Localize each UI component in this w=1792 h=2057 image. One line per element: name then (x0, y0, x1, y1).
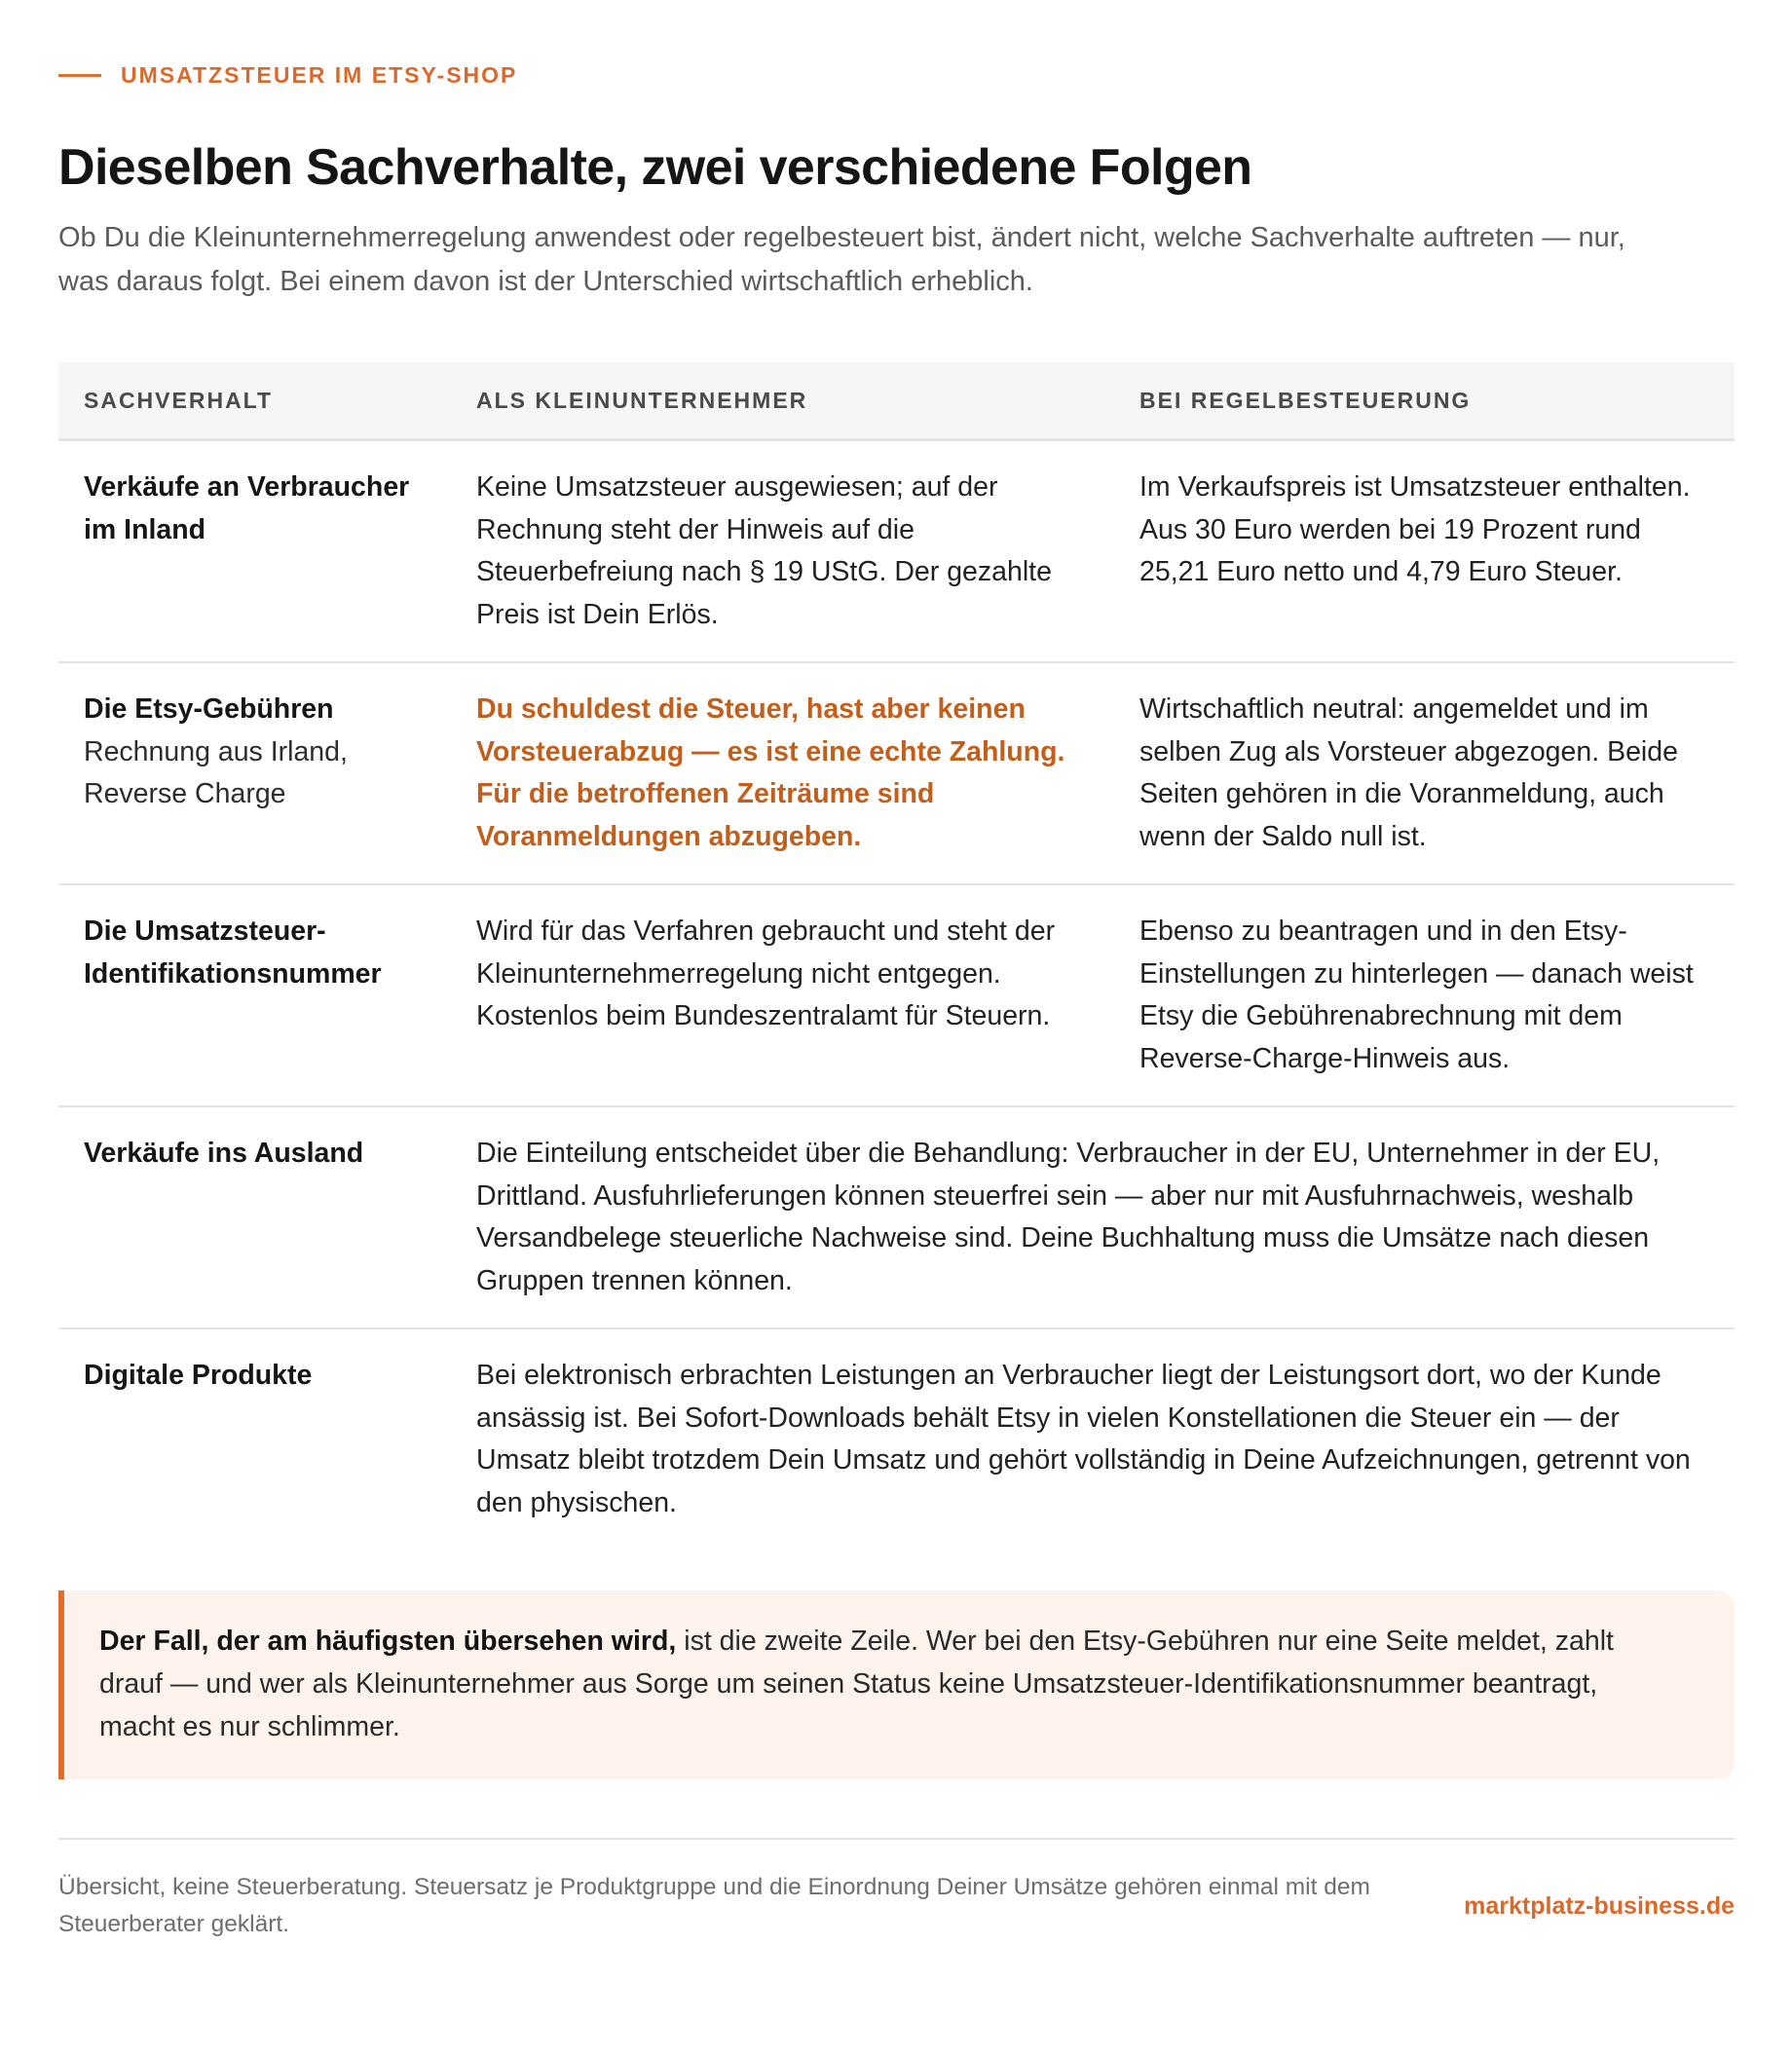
page-title: Dieselben Sachverhalte, zwei verschiedene Folgen (58, 139, 1252, 196)
regelbesteuerung-cell: Ebenso zu beantragen und in den Etsy-Einstellungen zu hinterlegen — danach weist Etsy die Gebührenabrechnung mit dem Reverse-Charge-Hinweis aus. (1124, 884, 1735, 1106)
footer (58, 1838, 1735, 1943)
row-label-cell (58, 884, 457, 1106)
row-label-cell (58, 440, 457, 663)
eyebrow-label: UMSATZSTEUER IM ETSY-SHOP (121, 61, 518, 88)
table-row (58, 440, 1735, 663)
comparison-table (58, 362, 1735, 1550)
combined-cell: Die Einteilung entscheidet über die Behandlung: Verbraucher in der EU, Unternehmer in der EU, Drittland. Ausfuhrlieferungen können steuerfrei sein — aber nur mit Ausfuhrnachweis, weshalb Versandbelege steuerliche Nachweise sind. Deine Buchhaltung muss die Umsätze nach diesen Gruppen trennen können. (457, 1106, 1735, 1328)
kleinunternehmer-cell-highlight (457, 662, 1124, 884)
regelbesteuerung-cell: Wirtschaftlich neutral: angemeldet und im selben Zug als Vorsteuer abgezogen. Beide Seiten gehören in die Voranmeldung, auch wenn der Saldo null ist. (1124, 662, 1735, 884)
row-label-cell (58, 1328, 457, 1550)
kleinunternehmer-cell: Wird für das Verfahren gebraucht und steht der Kleinunternehmerregelung nicht entgegen. Kostenlos beim Bundeszentralamt für Steuern. (457, 884, 1124, 1106)
kleinunternehmer-cell: Keine Umsatzsteuer ausgewiesen; auf der Rechnung steht der Hinweis auf die Steuerbefreiung nach § 19 UStG. Der gezahlte Preis ist Dein Erlös. (457, 440, 1124, 663)
table-row (58, 662, 1735, 884)
row-label-cell (58, 1106, 457, 1328)
table-row (58, 1106, 1735, 1328)
intro-text: Ob Du die Kleinunternehmerregelung anwendest oder regelbesteuert bist, ändert nicht, welche Sachverhalte auftreten — nur, was daraus folgt. Bei einem davon ist der Unterschied wirtschaftlich erheblich. (58, 222, 1625, 297)
eyebrow-rule (58, 74, 101, 77)
column-header-kleinunternehmer: ALS KLEINUNTERNEHMER (457, 362, 1124, 440)
column-header-regelbesteuerung: BEI REGELBESTEUERUNG (1124, 362, 1735, 440)
column-header-sachverhalt: SACHVERHALT (58, 362, 457, 440)
table-row (58, 884, 1735, 1106)
table-row (58, 1328, 1735, 1550)
footer-brand: marktplatz-business.de (1464, 1891, 1735, 1920)
row-subtitle: Rechnung aus Irland, Reverse Charge (84, 735, 348, 809)
row-title: Die Umsatzsteuer-Identifikationsnummer (84, 916, 382, 990)
page (58, 0, 1735, 1943)
row-title: Verkäufe ins Ausland (84, 1138, 364, 1169)
regelbesteuerung-cell: Im Verkaufspreis ist Umsatzsteuer enthalten. Aus 30 Euro werden bei 19 Prozent rund 25,21 Euro netto und 4,79 Euro Steuer. (1124, 440, 1735, 663)
table-header-row (58, 362, 1735, 440)
eyebrow (58, 60, 1735, 90)
row-label-cell (58, 662, 457, 884)
footer-disclaimer: Übersicht, keine Steuerberatung. Steuersatz je Produktgruppe und die Einordnung Deiner Umsätze gehören einmal mit dem Steuerberater geklärt. (58, 1874, 1370, 1937)
row-title: Verkäufe an Verbraucher im Inland (84, 471, 410, 545)
row-title: Die Etsy-Gebühren (84, 693, 334, 725)
callout-box (58, 1590, 1735, 1779)
callout-text: ist die zweite Zeile. Wer bei den Etsy-Gebühren nur eine Seite meldet, zahlt drauf — und wer als Kleinunternehmer aus Sorge um seinen Status keine Umsatzsteuer-Identifikationsnummer beantragt, macht es nur schlimmer. (99, 1626, 1614, 1742)
highlighted-warning-text: Du schuldest die Steuer, hast aber keinen Vorsteuerabzug — es ist eine echte Zahlung. Für die betroffenen Zeiträume sind Voranmeldungen abzugeben. (476, 693, 1065, 852)
callout-lead: Der Fall, der am häufigsten übersehen wird, (99, 1626, 677, 1657)
row-title: Digitale Produkte (84, 1360, 313, 1391)
combined-cell: Bei elektronisch erbrachten Leistungen an Verbraucher liegt der Leistungsort dort, wo der Kunde ansässig ist. Bei Sofort-Downloads behält Etsy in vielen Konstellationen die Steuer ein — der Umsatz bleibt trotzdem Dein Umsatz und gehört vollständig in Deine Aufzeichnungen, getrennt von den physischen. (476, 1360, 1691, 1518)
